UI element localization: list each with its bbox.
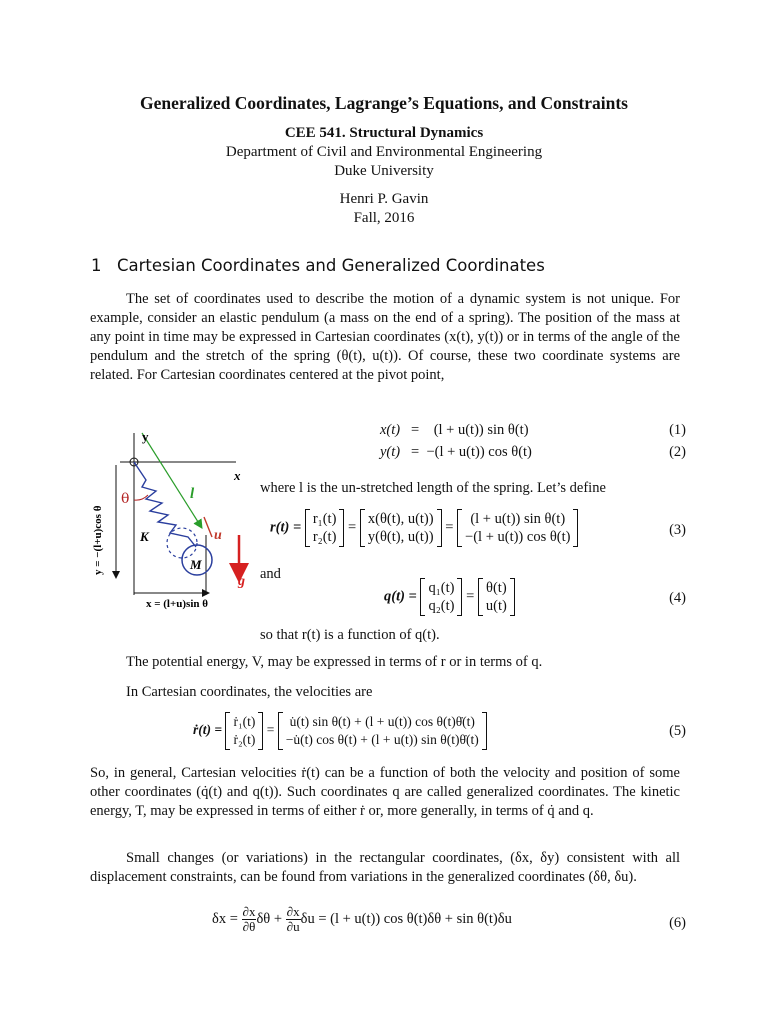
eq5-number: (5) <box>669 723 686 739</box>
y-dimension-label: y = −(l+u)cos θ <box>92 505 104 575</box>
u-label: u <box>214 528 222 543</box>
eq2-number: (2) <box>669 444 686 460</box>
section-number: 1 <box>91 256 102 275</box>
so-that-text: so that r(t) is a function of q(t). <box>260 627 440 643</box>
equation-6: δx = $\frac{\partial x}{\partial\theta}$ δθ + $\frac{\partial x}{\partial u}$ δu = (l + u(t)) cos θ(t)δθ + sin θ(t)δu <box>212 904 512 934</box>
course-name: CEE 541. Structural Dynamics <box>284 125 484 141</box>
l-label: l <box>190 486 195 502</box>
section-heading <box>91 256 545 275</box>
equation-2: y(t) = −(l + u(t)) cos θ(t) <box>380 444 532 460</box>
potential-text: The potential energy, V, may be expressed in terms of r or in terms of q. <box>126 654 543 670</box>
y-axis-label: y <box>142 429 149 444</box>
velocities-text: In Cartesian coordinates, the velocities are <box>126 684 373 700</box>
define-text: where l is the un-stretched length of the spring. Let’s define <box>260 480 606 496</box>
variations-paragraph: Small changes (or variations) in the rectangular coordinates, (δx, δy) consistent with all displacement constraints, can be found from variations in the generalized coordinates (δθ, δu). <box>90 850 680 885</box>
department: Department of Civil and Environmental Engineering <box>225 144 543 160</box>
equation-1: x(t) = (l + u(t)) sin θ(t) <box>380 422 529 438</box>
eq4-number: (4) <box>669 590 686 606</box>
section-title: Cartesian Coordinates and Generalized Coordinates <box>117 256 545 275</box>
intro-paragraph: The set of coordinates used to describe the motion of a dynamic system is not unique. For example, consider an elastic pendulum (a mass on the end of a spring). The position of the mass at any point in time may be expressed in Cartesian coordinates (x(t), y(t)) or in terms of the angle of the pendulum and the stretch of the spring (θ(t), u(t)). Of course, these two coordinate systems are related. For Cartesian coordinates centered at the pivot point, <box>90 291 680 383</box>
equation-4: q(t) = q₁(t) q₂(t) = θ(t) u(t) <box>384 578 515 616</box>
x-dimension-label: x = (l+u)sin θ <box>146 598 208 610</box>
g-label: g <box>238 574 245 589</box>
equation-5: ṙ(t) = ṙ₁(t) ṙ₂(t) = u̇(t) sin θ(t) + (l + u(t)) cos θ(t)θ̇(t) −u̇(t) cos θ(t) + (l + u(t)) sin θ(t)θ̇(t) <box>193 712 487 750</box>
author: Henri P. Gavin <box>339 191 429 207</box>
eq6-number: (6) <box>669 915 686 931</box>
k-label: K <box>140 529 149 544</box>
and-text: and <box>260 566 281 582</box>
theta-label: θ <box>121 491 130 507</box>
general-paragraph: So, in general, Cartesian velocities ṙ(t) can be a function of both the velocity and position of some other coordinates (q̇(t) and q(t)). Such coordinates q are called generalized coordinates. The kinetic energy, T, may be expressed in terms of either ṙ or, more generally, in terms of q̇ and q. <box>90 765 680 819</box>
date: Fall, 2016 <box>353 210 415 226</box>
pendulum-figure <box>84 425 256 615</box>
paper-title: Generalized Coordinates, Lagrange’s Equations, and Constraints <box>140 93 628 113</box>
eq3-number: (3) <box>669 522 686 538</box>
equation-3: r(t) = r₁(t) r₂(t) = x(θ(t), u(t)) y(θ(t), u(t)) = (l + u(t)) sin θ(t) −(l + u(t)) cos θ(t) <box>270 509 578 547</box>
m-label: M <box>190 557 202 572</box>
x-axis-label: x <box>234 468 241 483</box>
university: Duke University <box>334 163 434 179</box>
eq1-number: (1) <box>669 422 686 438</box>
